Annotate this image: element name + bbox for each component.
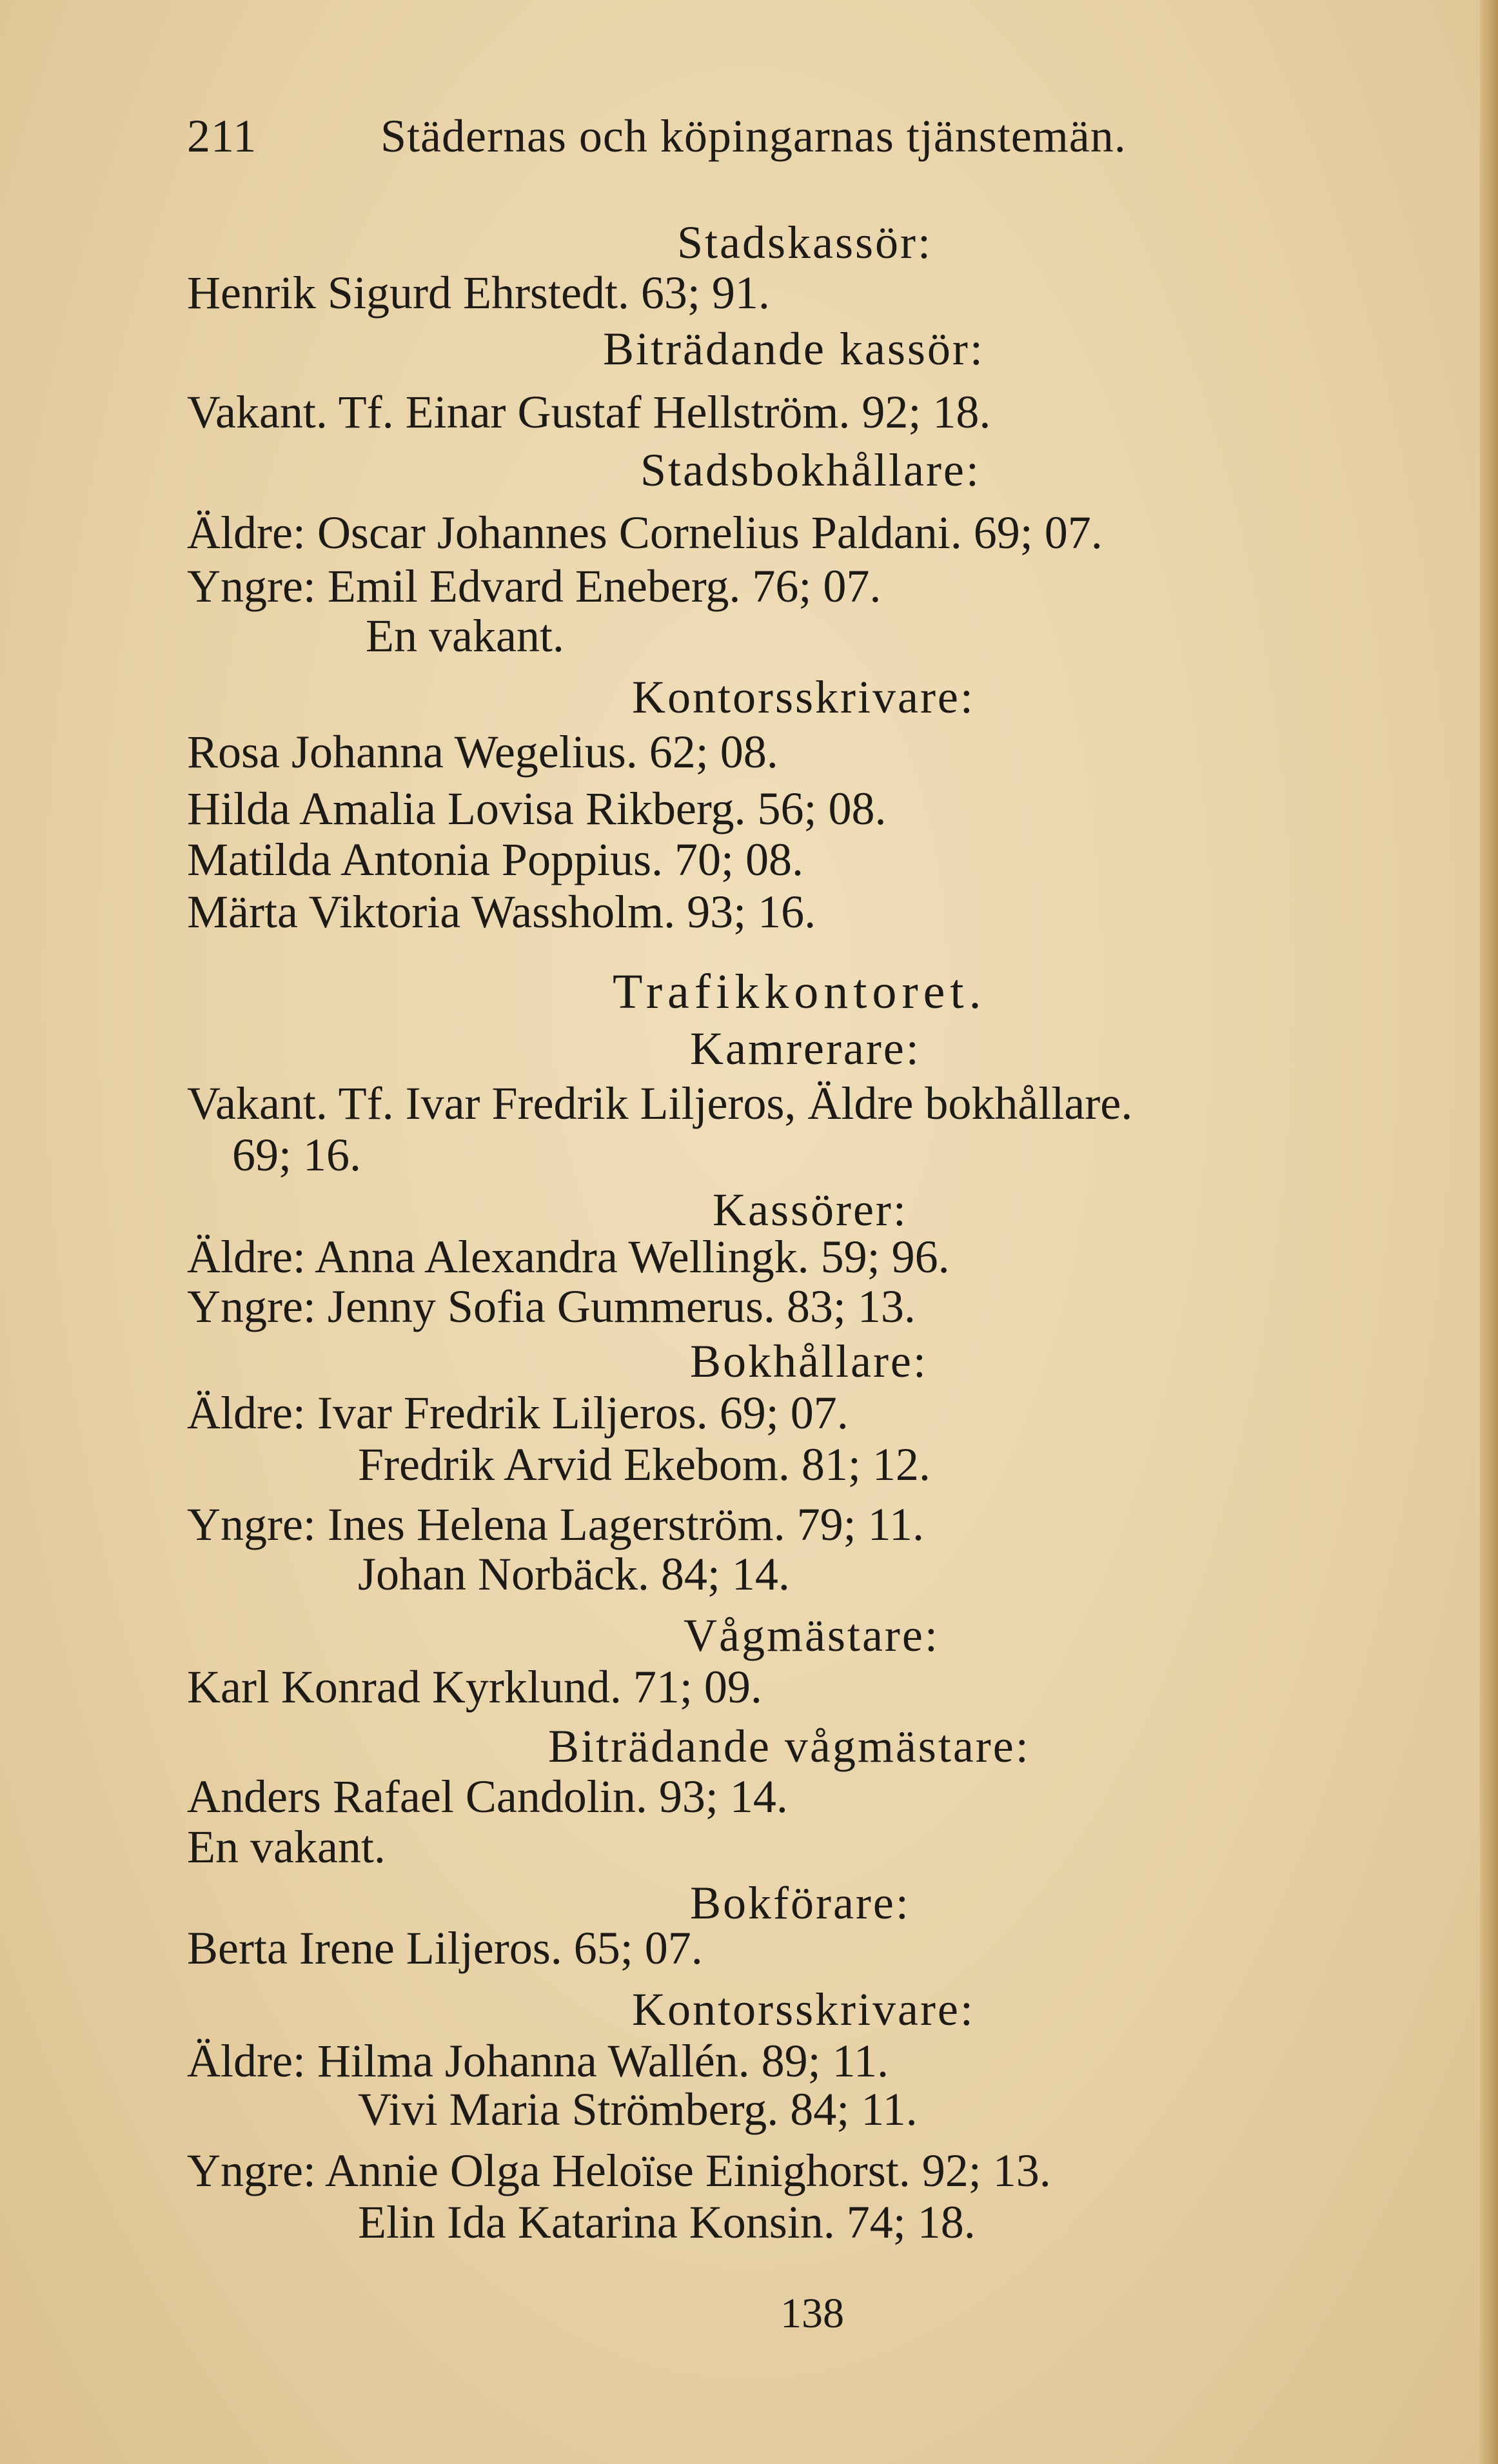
section-heading-bokforare: Bokförare: [690,1877,911,1929]
entry-line: Hilda Amalia Lovisa Rikberg. 56; 08. [187,783,887,834]
entry-line: Matilda Antonia Poppius. 70; 08. [187,834,804,885]
section-title-trafikkontoret: Trafikkontoret. [613,965,987,1019]
entry-line: Märta Viktoria Wassholm. 93; 16. [187,886,816,938]
entry-line: Rosa Johanna Wegelius. 62; 08. [187,726,778,778]
section-heading-bokhallare: Bokhållare: [690,1335,928,1387]
entry-line: En vakant. [366,610,564,662]
entry-line: Henrik Sigurd Ehrstedt. 63; 91. [187,267,770,319]
entry-line: Äldre: Ivar Fredrik Liljeros. 69; 07. [187,1387,849,1439]
entry-line: Vivi Maria Strömberg. 84; 11. [358,2084,918,2135]
signature-mark: 138 [780,2290,844,2337]
section-heading-vagmastare: Vågmästare: [684,1610,940,1661]
entry-line: Fredrik Arvid Ekebom. 81; 12. [358,1439,931,1490]
entry-line: Yngre: Ines Helena Lagerström. 79; 11. [187,1499,924,1550]
section-heading-kassorer: Kassörer: [713,1184,908,1236]
section-heading-stadskassor: Stadskassör: [677,217,932,268]
section-heading-kamrerare: Kamrerare: [690,1023,921,1074]
entry-line: Yngre: Jenny Sofia Gummerus. 83; 13. [187,1281,916,1332]
entry-line: Äldre: Anna Alexandra Wellingk. 59; 96. [187,1231,950,1283]
entry-line: 69; 16. [232,1129,362,1181]
section-heading-stadsbokhallare: Stadsbokhållare: [640,444,981,496]
section-heading-kontorsskrivare-2: Kontorsskrivare: [632,1984,975,2035]
entry-line: Äldre: Oscar Johannes Cornelius Paldani. 69; 07. [187,507,1103,558]
section-heading-bitradande-vagmastare: Biträdande vågmästare: [548,1720,1030,1772]
running-title: Städernas och köpingarnas tjänstemän. [380,110,1127,162]
entry-line: Berta Irene Liljeros. 65; 07. [187,1922,703,1974]
entry-line: Yngre: Emil Edvard Eneberg. 76; 07. [187,560,882,612]
entry-line: Johan Norbäck. 84; 14. [358,1548,790,1600]
page-header [187,110,1283,181]
entry-line: Vakant. Tf. Einar Gustaf Hellström. 92; 18. [187,386,991,438]
entry-line: Yngre: Annie Olga Heloïse Einighorst. 92; 13. [187,2145,1051,2196]
entry-line: Anders Rafael Candolin. 93; 14. [187,1771,788,1822]
entry-line: En vakant. [187,1821,386,1873]
entry-line: Vakant. Tf. Ivar Fredrik Liljeros, Äldre bokhållare. [187,1078,1133,1129]
entry-line: Elin Ida Katarina Konsin. 74; 18. [358,2196,976,2248]
entry-line: Karl Konrad Kyrklund. 71; 09. [187,1661,762,1713]
page-edge [1480,0,1498,2464]
section-heading-bitradande-kassor: Biträdande kassör: [603,323,985,375]
section-heading-kontorsskrivare: Kontorsskrivare: [632,671,975,723]
page-number: 211 [187,110,257,162]
entry-line: Äldre: Hilma Johanna Wallén. 89; 11. [187,2035,889,2087]
